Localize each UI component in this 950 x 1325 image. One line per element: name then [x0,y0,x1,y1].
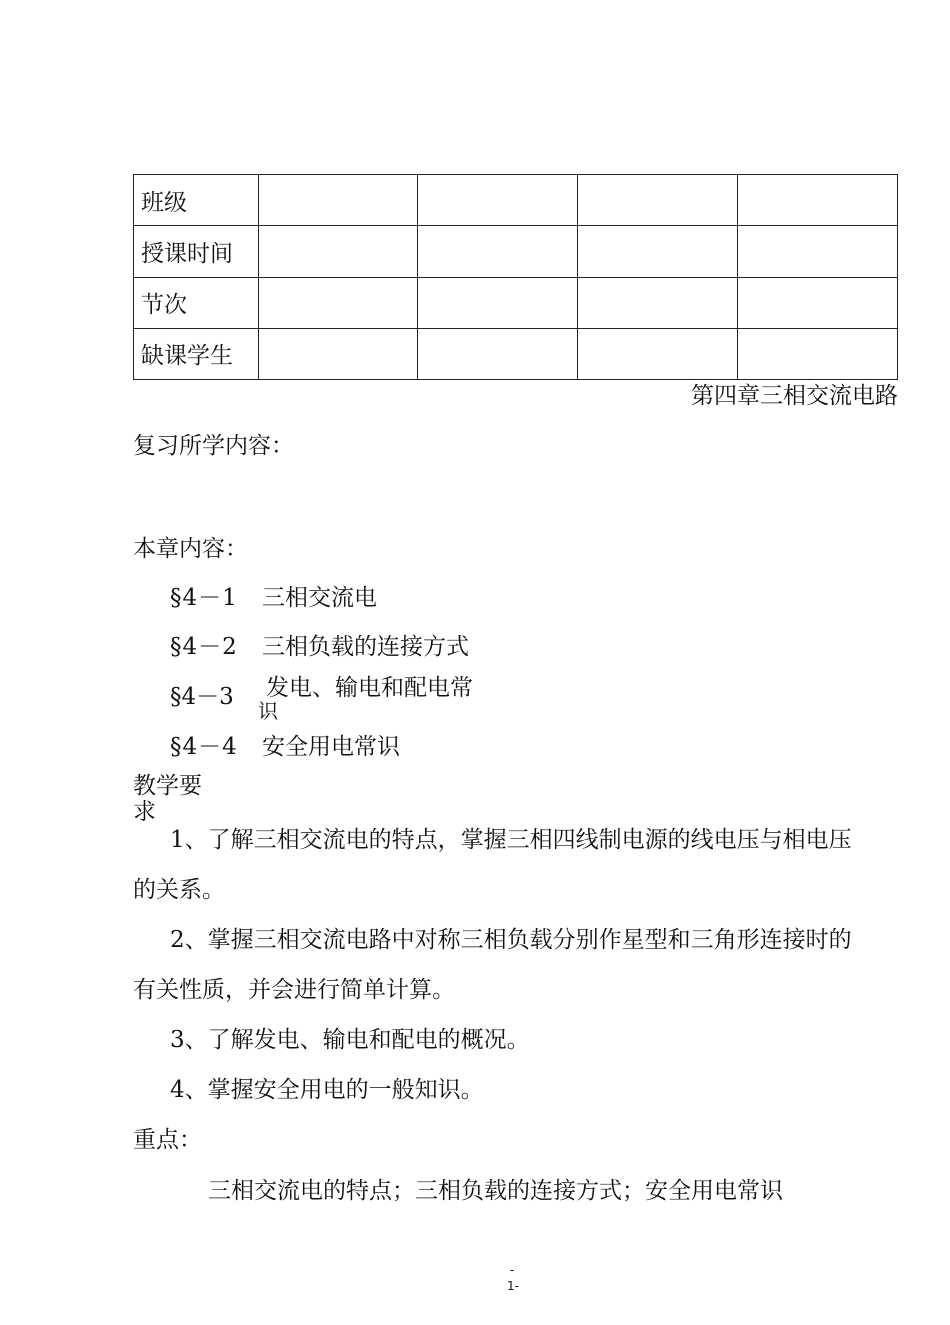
table-cell [259,175,418,226]
section-title: 三相负载的连接方式 [262,634,469,660]
table-cell [578,328,738,379]
table-cell [418,277,578,328]
section-title: 发电、输电和配电常 [266,675,473,701]
table-row [134,175,898,226]
table-cell [418,328,578,379]
section-title: 三相交流电 [262,585,377,611]
requirement-line: 4、掌握安全用电的一般知识。 [170,1077,484,1103]
table-cell [738,328,898,379]
table-cell [259,328,418,379]
class-info-table [133,174,898,380]
key-points-text: 三相交流电的特点；三相负载的连接方式；安全用电常识 [208,1178,783,1204]
table-row [134,226,898,277]
requirement-line: 的关系。 [133,877,225,903]
section-code: §4－2 [170,634,238,660]
requirement-line: 1、了解三相交流电的特点，掌握三相四线制电源的线电压与相电压 [170,827,852,853]
contents-label: 本章内容： [133,536,248,562]
table-cell [418,226,578,277]
row-label: 节次 [134,277,259,328]
row-label: 授课时间 [134,226,259,277]
table-cell [578,175,738,226]
requirement-line: 有关性质，并会进行简单计算。 [133,977,455,1003]
table-cell [738,277,898,328]
chapter-title: 第四章三相交流电路 [691,383,898,409]
section-code: §4－4 [170,734,238,760]
section-item [170,584,377,612]
table-row [134,277,898,328]
table-cell [738,175,898,226]
section-code: §4－3 [170,684,234,710]
table-cell [418,175,578,226]
table-cell [738,226,898,277]
requirement-line: 3、了解发电、输电和配电的概况。 [170,1027,530,1053]
section-item [170,633,469,661]
section-title: 安全用电常识 [262,734,400,760]
table-row [134,328,898,379]
requirement-line: 2、掌握三相交流电路中对称三相负载分别作星型和三角形连接时的 [170,927,852,953]
requirements-label-wrap: 求 [133,799,156,825]
key-points-label: 重点： [133,1127,202,1153]
section-code: §4－1 [170,585,238,611]
page-number: 1- [507,1279,519,1293]
page-dash: - [509,1263,515,1277]
table-cell [578,226,738,277]
row-label: 缺课学生 [134,328,259,379]
section-title-wrap: 识 [258,699,278,723]
requirements-label: 教学要 [133,773,202,799]
table-cell [578,277,738,328]
table-cell [259,226,418,277]
row-label: 班级 [134,175,259,226]
section-item [170,733,400,761]
table-cell [259,277,418,328]
review-label: 复习所学内容： [133,433,294,459]
